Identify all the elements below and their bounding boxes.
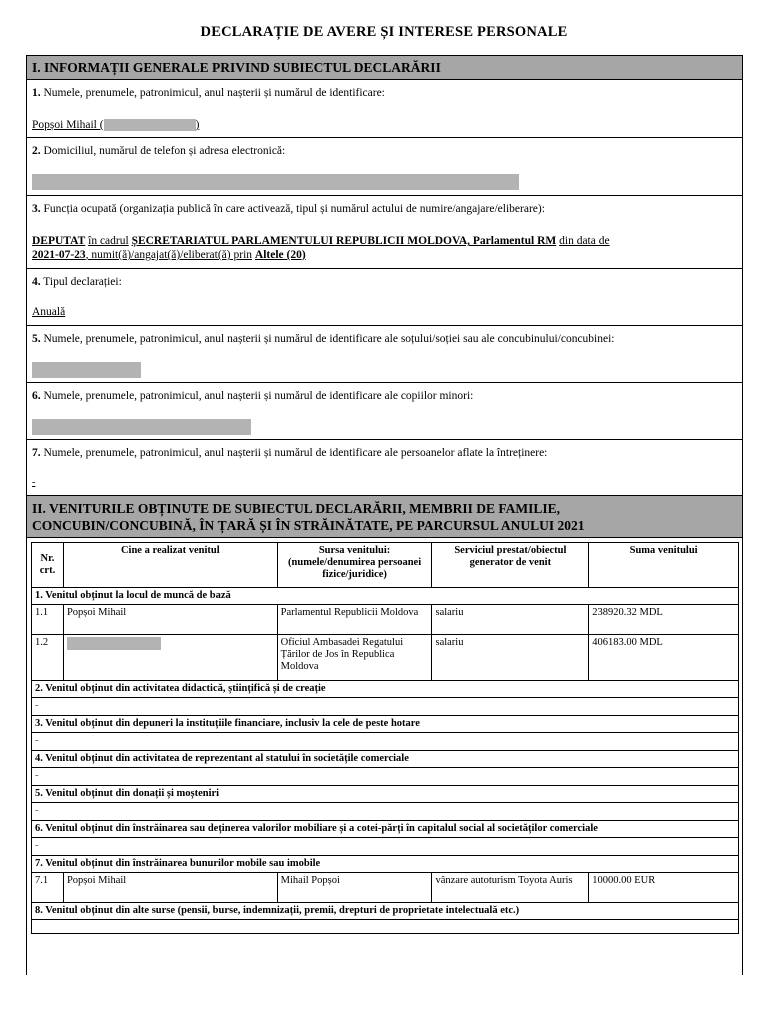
field-1-question: Numele, prenumele, patronimicul, anul nașterii și numărul de identificare: (43, 87, 385, 99)
redacted-id (104, 119, 196, 131)
field-1-answer: Popșoi Mihail ( ) (32, 119, 200, 131)
column-header: Cine a realizat venitul (63, 543, 277, 588)
field-1-subject-identity: 1. Numele, prenumele, patronimicul, anul nașterii și numărul de identificare: Popșoi Mihail ( ) (27, 80, 742, 138)
empty-row: - (32, 698, 739, 716)
appointment-date: 2021-07-23 (32, 249, 86, 261)
field-3-position: 3. Funcția ocupată (organizația publică în care activează, tipul și numărul actului de numire/angajare/eliberare): DEPUTAT în cadrul ȘECRETARIATUL PARLAMENTULUI REPUBLICII MOLDOVA, Parlamentul RM din data de 2021-07-23, numit(ă)/angajat(ă)/eliberat(ă) prin Altele (20) (27, 196, 742, 269)
field-5-question: Numele, prenumele, patronimicul, anul nașterii și numărul de identificare ale soțului/soției sau ale concubinului/concubinei: (43, 333, 615, 345)
section-2-header: II. VENITURILE OBȚINUTE DE SUBIECTUL DECLARĂRII, MEMBRII DE FAMILIE, CONCUBIN/CONCUBINĂ, ÎN ȚARĂ ȘI ÎN STRĂINĂTATE, PE PARCURSUL ANULUI 2021 (27, 495, 742, 538)
column-header: Serviciul prestat/obiectul generator de venit (432, 543, 589, 588)
organization-name: ȘECRETARIATUL PARLAMENTULUI REPUBLICII MOLDOVA, Parlamentul RM (131, 235, 557, 247)
field-3-answer: DEPUTAT în cadrul ȘECRETARIATUL PARLAMENTULUI REPUBLICII MOLDOVA, Parlamentul RM din data de 2021-07-23, numit(ă)/angajat(ă)/eliberat(ă) prin Altele (20) (32, 235, 610, 261)
redacted-address (32, 174, 519, 190)
column-header: Sursa venitului: (numele/denumirea persoanei fizice/juridice) (277, 543, 432, 588)
field-2-domicile: 2. Domiciliul, numărul de telefon și adresa electronică: (27, 138, 742, 196)
section-general-info (26, 55, 743, 495)
empty-row: - (32, 768, 739, 786)
redacted-spouse (32, 362, 141, 378)
table-row: 7.1 Popșoi Mihail Mihail Popșoi vânzare autoturism Toyota Auris 10000.00 EUR (32, 873, 739, 903)
table-row: 1.2 Oficiul Ambasadei Regatului Țărilor de Jos în Republica Moldova salariu 406183.00 MDL (32, 635, 739, 681)
empty-row: - (32, 838, 739, 856)
category-row: 8. Venitul obținut din alte surse (pensii, burse, indemnizații, premii, drepturi de proprietate intelectuală etc.) (32, 903, 739, 920)
field-2-question: Domiciliul, numărul de telefon și adresa electronică: (43, 145, 286, 157)
field-4-question: Tipul declarației: (43, 276, 122, 288)
empty-row: - (32, 803, 739, 821)
column-header: Suma venitului (589, 543, 739, 588)
field-4-declaration-type: 4. Tipul declarației: Anuală (27, 269, 742, 326)
field-5-spouse: 5. Numele, prenumele, patronimicul, anul nașterii și numărul de identificare ale soțului/soției sau ale concubinului/concubinei: (27, 326, 742, 383)
document-title: DECLARAȚIE DE AVERE ȘI INTERESE PERSONALE (200, 24, 568, 40)
section-income (26, 495, 743, 975)
table-header-row (32, 543, 739, 588)
category-row: 2. Venitul obținut din activitatea didactică, științifică și de creație (32, 681, 739, 698)
field-7-dependents: 7. Numele, prenumele, patronimicul, anul nașterii și numărul de identificare ale persoanelor aflate la întreținere: - (32, 447, 548, 488)
section-1-header: I. INFORMAȚII GENERALE PRIVIND SUBIECTUL DECLARĂRII (27, 55, 742, 80)
table-row: 1.1 Popșoi Mihail Parlamentul Republicii Moldova salariu 238920.32 MDL (32, 605, 739, 635)
field-3-question: Funcția ocupată (organizația publică în care activează, tipul și numărul actului de numire/angajare/eliberare): (43, 203, 545, 215)
appointment-act: Altele (20) (254, 249, 306, 261)
field-7-answer: - (32, 477, 36, 488)
empty-row (32, 920, 739, 934)
field-4-answer: Anuală (32, 306, 66, 318)
category-row: 5. Venitul obținut din donații și moșteniri (32, 786, 739, 803)
redacted-income-earner (67, 637, 161, 650)
category-row: 4. Venitul obținut din activitatea de reprezentant al statului în societățile comerciale (32, 751, 739, 768)
column-header: Nr. crt. (32, 543, 64, 588)
redacted-children (32, 419, 251, 435)
category-row: 7. Venitul obținut din înstrăinarea bunurilor mobile sau imobile (32, 856, 739, 873)
category-row: 3. Venitul obținut din depuneri la instituțiile financiare, inclusiv la cele de peste hotare (32, 716, 739, 733)
income-table (31, 542, 739, 934)
empty-row: - (32, 733, 739, 751)
field-6-question: Numele, prenumele, patronimicul, anul nașterii și numărul de identificare ale copiilor minori: (43, 390, 474, 402)
category-row: 6. Venitul obținut din înstrăinarea sau deținerea valorilor mobiliare și a cotei-părți în capitalul social al societăților comerciale (32, 821, 739, 838)
category-row: 1. Venitul obținut la locul de muncă de bază (32, 588, 739, 605)
field-6-children: 6. Numele, prenumele, patronimicul, anul nașterii și numărul de identificare ale copiilor minori: (27, 383, 742, 440)
field-7-question: Numele, prenumele, patronimicul, anul nașterii și numărul de identificare ale persoanelor aflate la întreținere: (43, 447, 548, 459)
